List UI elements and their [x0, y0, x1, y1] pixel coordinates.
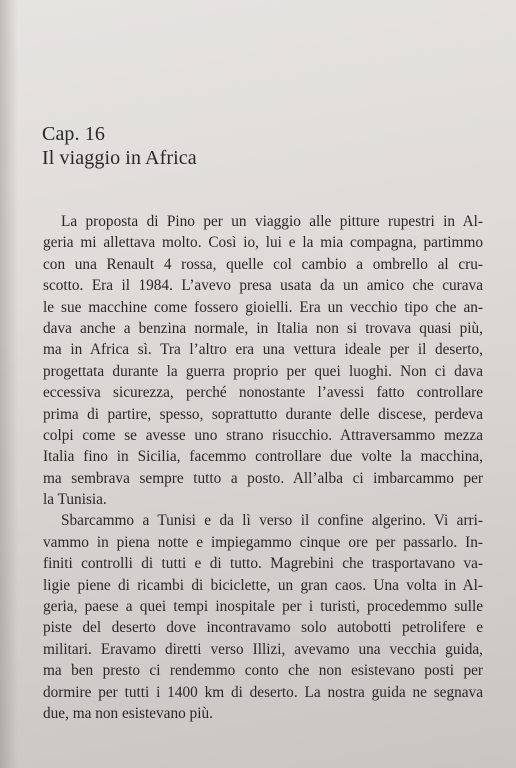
text-line: Sbarcammo a Tunisi e da lì verso il confine algerino. Vi arri-	[61, 512, 483, 530]
text-line: colpi come se avesse uno strano risucchio. Attraversammo mezza	[43, 426, 483, 444]
chapter-number: Cap. 16	[42, 123, 105, 145]
text-line: due, ma non esistevano più.	[43, 704, 213, 722]
text-line: dormire per tutti i 1400 km di deserto. La nostra guida ne segnava	[43, 683, 483, 701]
text-line: ma ben presto ci rendemmo conto che non esistevano posti per	[43, 662, 483, 680]
text-line: vammo in piena notte e impiegammo cinque ore per passarlo. In-	[43, 533, 483, 551]
text-line: geria mi allettava molto. Così io, lui e la mia compagna, partimmo	[43, 234, 483, 252]
text-line: le sue macchine come fossero gioielli. Era un vecchio tipo che an-	[43, 298, 483, 316]
text-line: militari. Eravamo diretti verso Illizi, avevamo una vecchia guida,	[43, 640, 483, 658]
paragraph-2	[43, 510, 483, 724]
text-line: progettata durante la guerra proprio per quei luoghi. Non ci dava	[43, 362, 483, 380]
text-line: geria, paese a quei tempi inospitale per i turisti, procedemmo sulle	[43, 598, 483, 616]
text-line: ma sembrava sempre tutto a posto. All’alba ci imbarcammo per	[43, 469, 483, 487]
text-line: Italia fino in Sicilia, facemmo controllare due volte la macchina,	[43, 448, 483, 466]
text-line: la Tunisia.	[43, 491, 107, 509]
paragraph-1	[43, 211, 483, 510]
text-line: La proposta di Pino per un viaggio alle pitture rupestri in Al-	[61, 213, 483, 230]
text-line: ma in Africa sì. Tra l’altro era una vettura ideale per il deserto,	[43, 341, 483, 359]
text-line: scotto. Era il 1984. L’avevo presa usata da un amico che curava	[43, 277, 483, 295]
text-line: con una Renault 4 rossa, quelle col cambio a ombrello al cru-	[43, 255, 483, 273]
text-line: eccessiva sicurezza, perché nonostante l’avessi fatto controllare	[43, 384, 483, 402]
chapter-title: Il viaggio in Africa	[42, 147, 197, 169]
text-line: prima di partire, spesso, soprattutto durante delle discese, perdeva	[43, 405, 483, 423]
text-line: piste del deserto dove incontravamo solo autobotti petrolifere e	[43, 619, 483, 637]
text-line: dava anche a benzina normale, in Italia non si trovava quasi più,	[43, 319, 483, 337]
text-line: finiti controlli di tutti e di tutto. Magrebini che trasportavano va-	[43, 555, 483, 573]
text-line: ligie piene di ricambi di biciclette, un gran caos. Una volta in Al-	[43, 576, 483, 594]
chapter-text	[43, 211, 483, 724]
page-gutter-shadow	[0, 0, 18, 768]
